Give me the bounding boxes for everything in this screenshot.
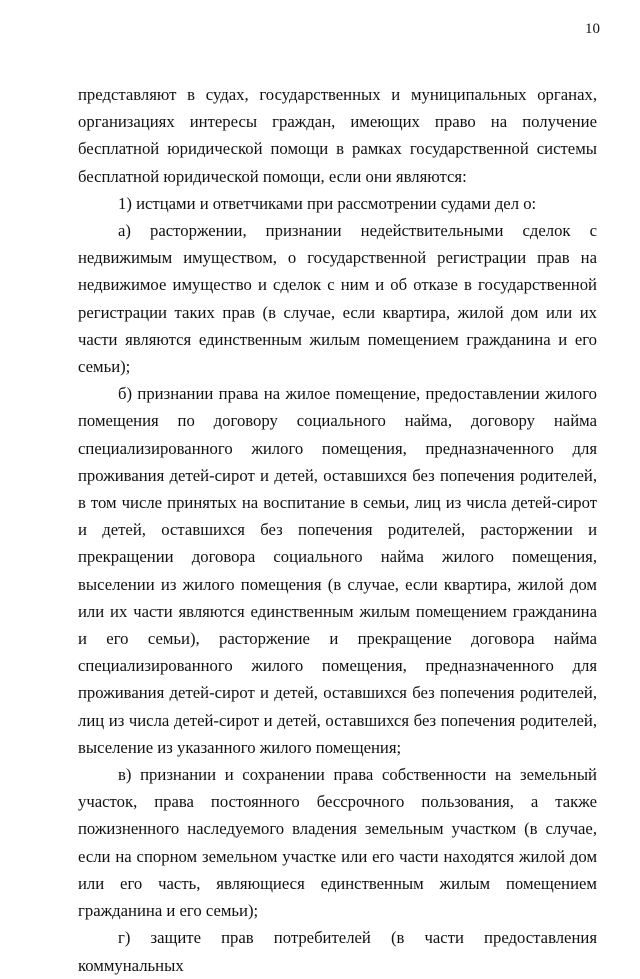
page-number: 10 [585, 21, 600, 37]
document-body [78, 81, 597, 979]
paragraph-item-g: г) защите прав потребителей (в части предоставления коммунальных [78, 928, 597, 975]
paragraph-item-v: в) признании и сохранении права собственности на земельный участок, права постоянного бессрочного пользования, а также пожизненного наследуемого владения земельным участком (в случае, если на спорном земельном участке или его части находятся жилой дом или его часть, являющиеся единственным жилым помещением гражданина и его семьи); [78, 765, 597, 921]
paragraph-item-b: б) признании права на жилое помещение, предоставлении жилого помещения по договору социального найма, договору найма специализированного жилого помещения, предназначенного для проживания детей-сирот и детей, оставшихся без попечения родителей, в том числе принятых на воспитание в семьи, лиц из числа детей-сирот и детей, оставшихся без попечения родителей, расторжении и прекращении договора социального найма жилого помещения, выселении из жилого помещения (в случае, если квартира, жилой дом или их части являются единственным жилым помещением гражданина и его семьи), расторжение и прекращение договора найма специализированного жилого помещения, предназначенного для проживания детей-сирот и детей, оставшихся без попечения родителей, лиц из числа детей-сирот и детей, оставшихся без попечения родителей, выселение из указанного жилого помещения; [78, 384, 597, 757]
paragraph-intro: представляют в судах, государственных и муниципальных органах, организациях интересы граждан, имеющих право на получение бесплатной юридической помощи в рамках государственной системы бесплатной юридической помощи, если они являются: [78, 85, 597, 186]
paragraph-item-a: а) расторжении, признании недействительными сделок с недвижимым имуществом, о государственной регистрации прав на недвижимое имущество и сделок с ним и об отказе в государственной регистрации таких прав (в случае, если квартира, жилой дом или их части являются единственным жилым помещением гражданина и его семьи); [78, 221, 597, 377]
paragraph-item-1: 1) истцами и ответчиками при рассмотрении судами дел о: [118, 193, 537, 213]
